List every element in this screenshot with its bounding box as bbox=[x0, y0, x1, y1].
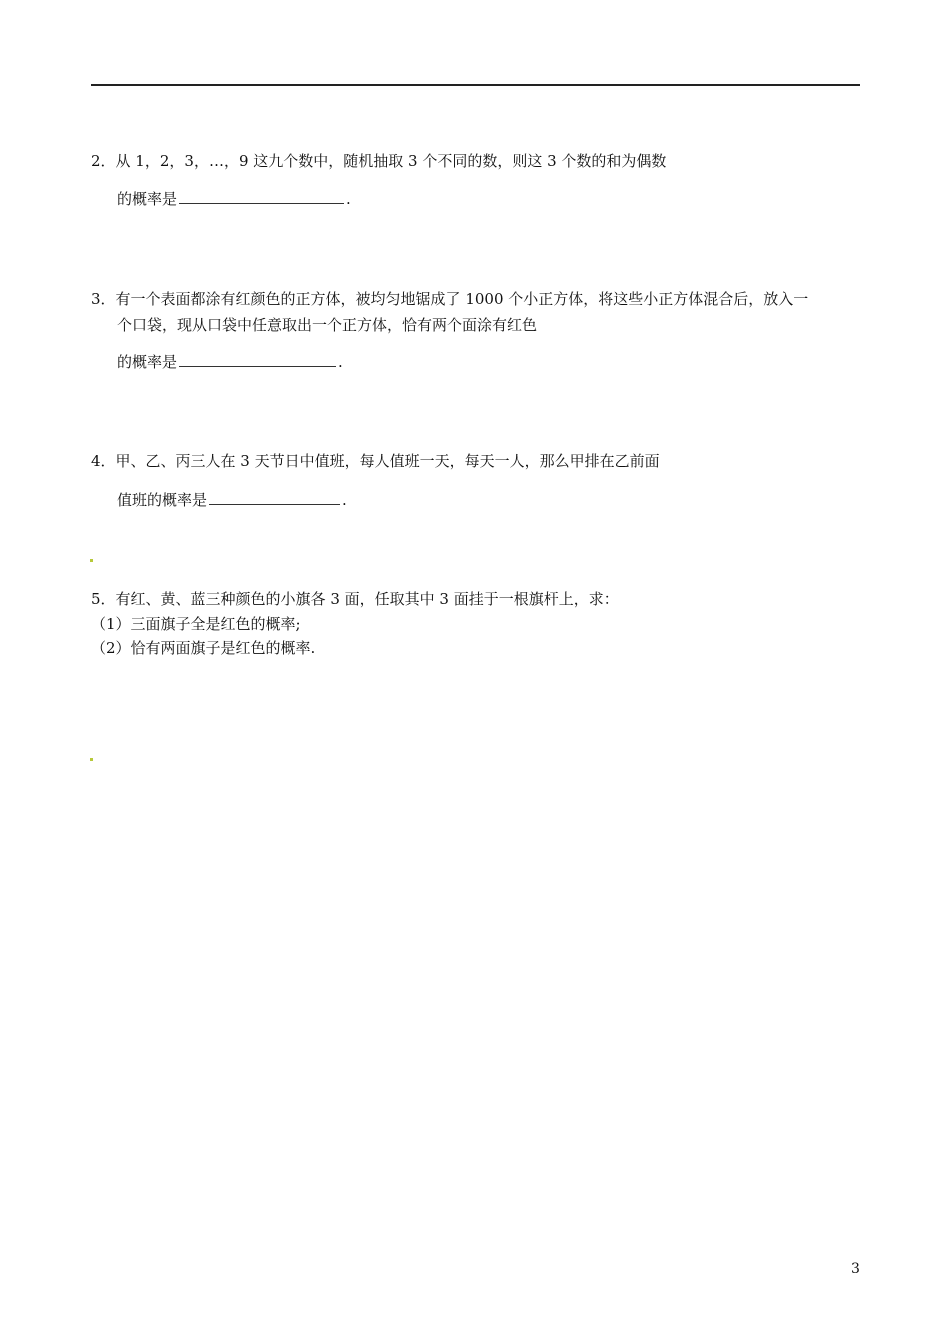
stray-mark bbox=[90, 559, 93, 562]
question-3-line-3 bbox=[117, 352, 343, 372]
question-4-suffix: . bbox=[342, 491, 347, 509]
question-2-line-1: 2．从 1，2，3，…，9 这九个数中，随机抽取 3 个不同的数，则这 3 个数的和为偶数 bbox=[91, 152, 667, 170]
question-4-prefix: 值班的概率是 bbox=[117, 491, 208, 509]
question-2-prefix: 的概率是 bbox=[117, 190, 178, 208]
question-2-line-2 bbox=[117, 189, 351, 209]
question-3-line-1: 3．有一个表面都涂有红颜色的正方体，被均匀地锯成了 1000 个小正方体，将这些小正方体混合后，放入一 bbox=[91, 290, 809, 308]
question-4-line-2 bbox=[117, 490, 347, 510]
question-3-answer-blank[interactable] bbox=[179, 352, 336, 367]
question-5-sub-2: （2）恰有两面旗子是红色的概率. bbox=[91, 639, 316, 657]
question-4-line-1: 4．甲、乙、丙三人在 3 天节日中值班，每人值班一天，每天一人，那么甲排在乙前面 bbox=[91, 452, 660, 470]
question-3-suffix: . bbox=[338, 353, 343, 371]
question-2-suffix: . bbox=[346, 190, 351, 208]
question-3-line-2: 个口袋，现从口袋中任意取出一个正方体，恰有两个面涂有红色 bbox=[117, 316, 538, 334]
header-rule bbox=[91, 84, 860, 86]
question-3-prefix: 的概率是 bbox=[117, 353, 178, 371]
page-number: 3 bbox=[851, 1261, 860, 1277]
question-4-answer-blank[interactable] bbox=[209, 490, 340, 505]
question-2-answer-blank[interactable] bbox=[179, 189, 344, 204]
question-5-line-1: 5．有红、黄、蓝三种颜色的小旗各 3 面，任取其中 3 面挂于一根旗杆上，求： bbox=[91, 590, 619, 608]
stray-mark bbox=[90, 758, 93, 761]
question-5-sub-1: （1）三面旗子全是红色的概率; bbox=[91, 615, 301, 633]
